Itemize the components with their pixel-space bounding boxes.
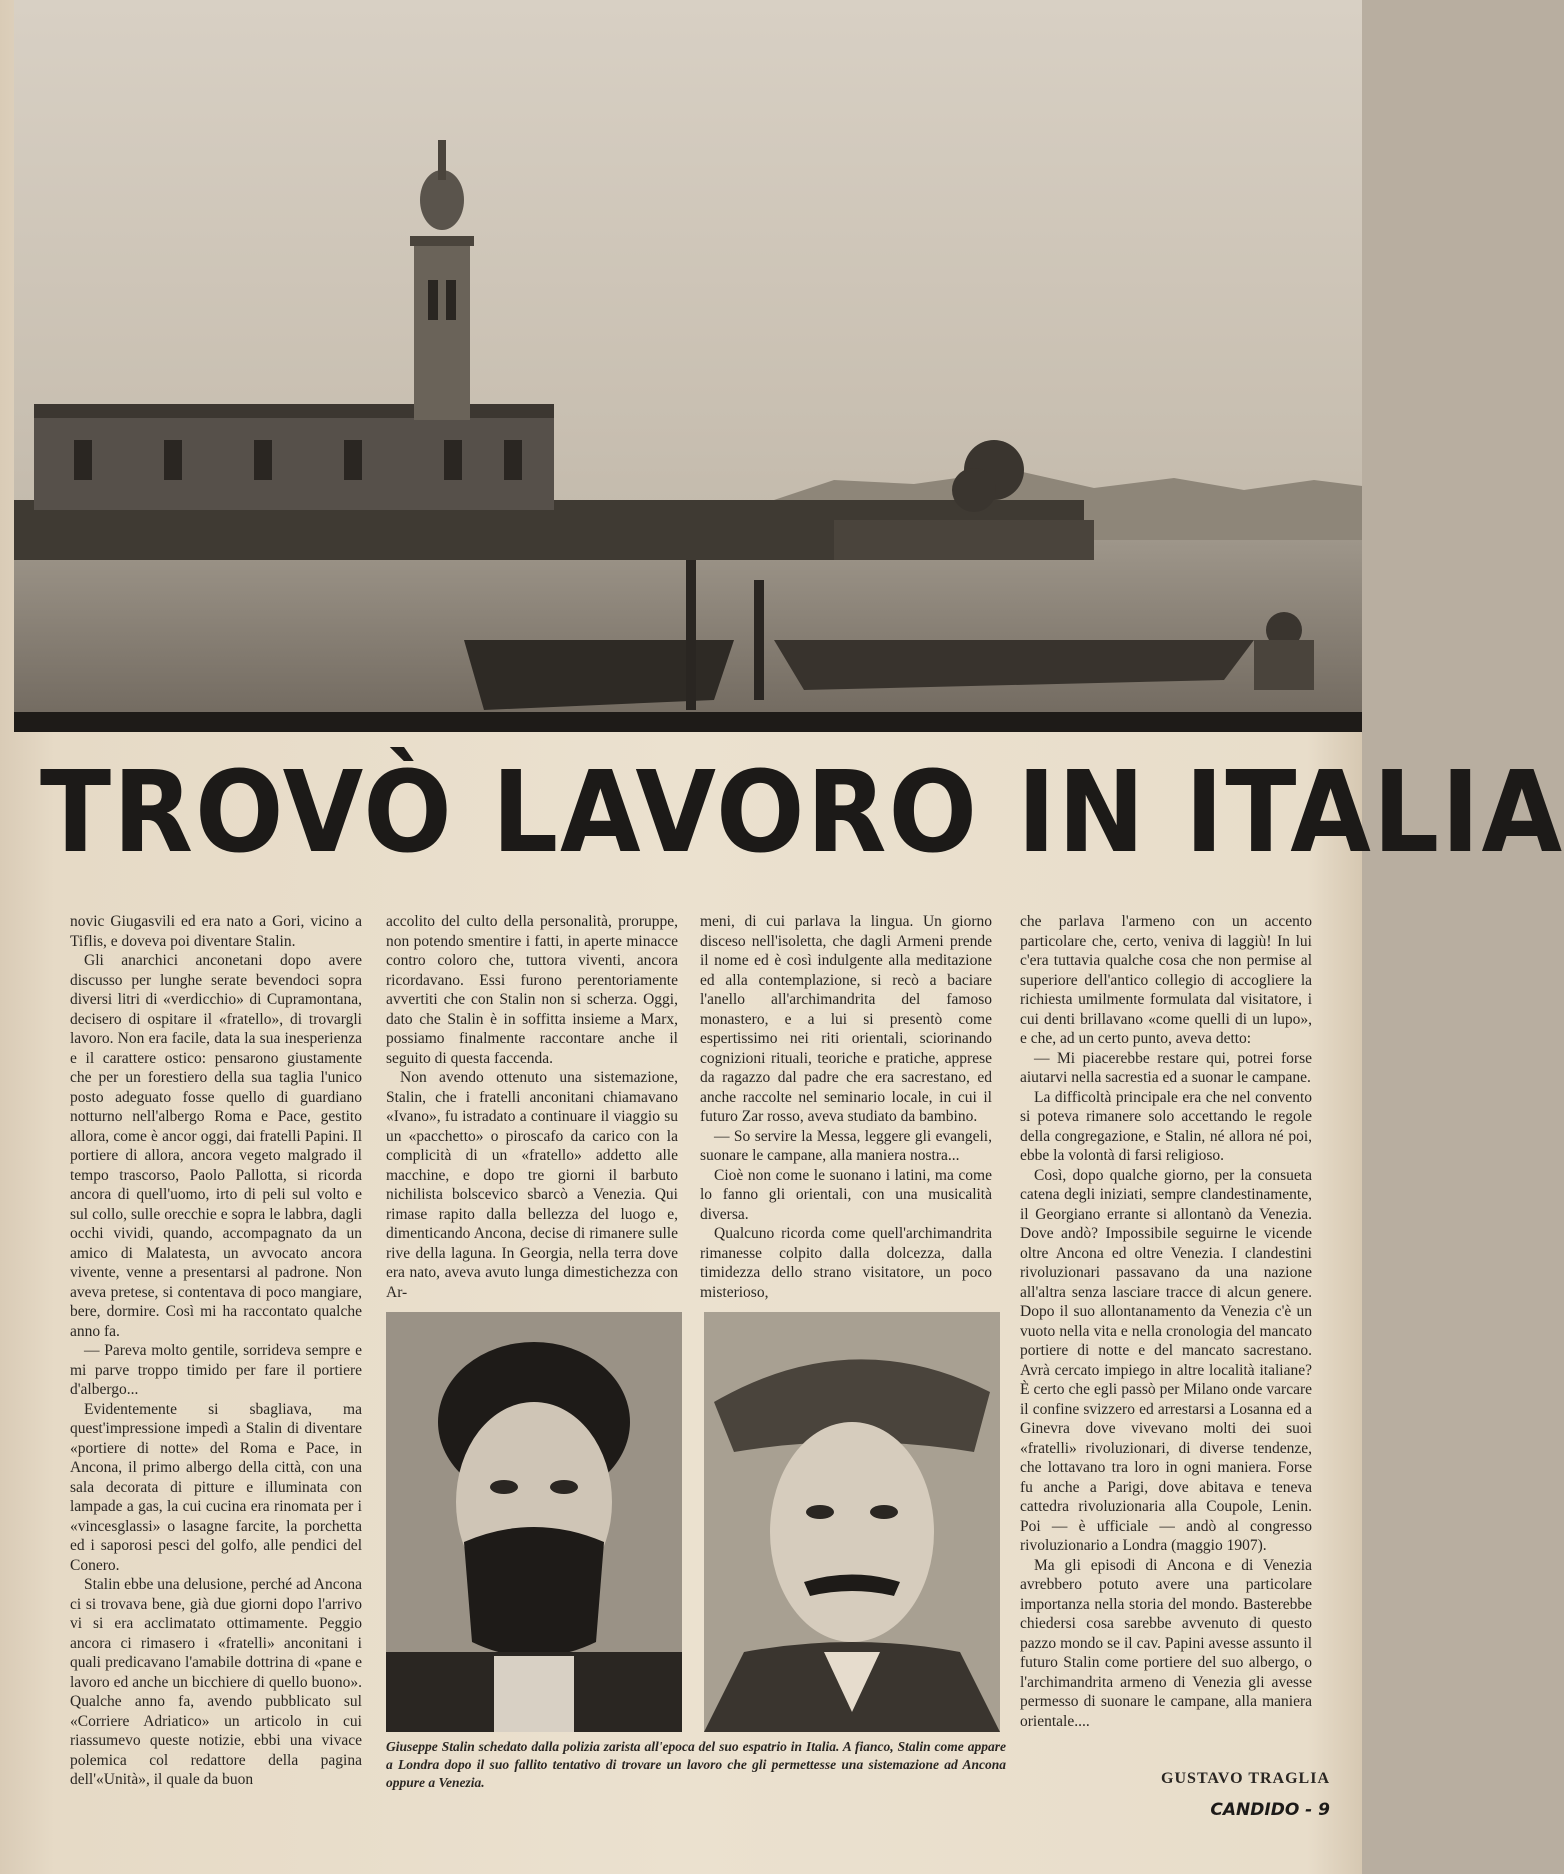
paragraph: novic Giugasvili ed era nato a Gori, vicino a Tiflis, e doveva poi diventare Stalin. <box>70 913 362 950</box>
paragraph: — So servire la Messa, leggere gli evangeli, suonare le campane, alla maniera nostra... <box>700 1127 992 1164</box>
venice-lagoon-photo <box>14 0 1362 732</box>
portrait-photos <box>386 1312 1004 1732</box>
paragraph: Stalin ebbe una delusione, perché ad Ancona ci si trovava bene, già due giorni dopo l'arrivo vi si era acclimatato ottimamente. Peggio ancora ci rimasero i «fratelli» anconitani i quali predicavano l'amabile dottrina di «pane e lavoro ed anche un bicchiere di quello buono». Qualche anno fa, avendo pubblicato sul «Corriere Adriatico» un articolo in cui riassumevo queste notizie, ebbi una vivace polemica col redattore della pagina dell'«Unità», il quale da buon <box>70 1576 362 1788</box>
paragraph: Così, dopo qualche giorno, per la consueta catena degli iniziati, sempre clandestinamente, il Georgiano errante si allontanò da Venezia. Dove andò? Impossibile seguirne le vicende oltre Ancona ed oltre Venezia. I clandestini rivoluzionari passavano da una nazione all'altra senza lasciare tracce di alcun genere. Dopo il suo allontanamento da Venezia c'è un vuoto nella vita e nella cronologia del mancato portiere di notte e del mancato sacrestano. Avrà cercato impiego in altre località italiane? È certo che egli passò per Milano onde varcare il confine svizzero ed arrestarsi a Losanna ed a Ginevra dove vivevano molti dei suoi «fratelli» rivoluzionari, di diverse tendenze, che lottavano tra loro in ogni maniera. Forse fu anche a Parigi, dove abitava e teneva cattedra rivoluzionaria alla Coupole, Lenin. Poi — è ufficiale — andò al congresso rivoluzionario a Londra (maggio 1907). <box>1020 1166 1312 1554</box>
paragraph: che parlava l'armeno con un accento particolare che, certo, veniva di laggiù! In lui c'era tuttavia qualche cosa che non permise al superiore dell'antico collegio di accogliere la richiesta umilmente formulata dal visitatore, i cui denti brillavano «come quelli di un lupo», e che, ad un certo punto, aveva detto: <box>1020 913 1312 1047</box>
article-column-2 <box>386 912 678 1304</box>
paragraph: Cioè non come le suonano i latini, ma come lo fanno gli orientali, con una musicalità diversa. <box>700 1166 992 1223</box>
paragraph: Evidentemente si sbagliava, ma quest'impressione impedì a Stalin di diventare «portiere di notte» del Roma e Pace, in Ancona, il primo albergo della città, con una sala decorata di pitture e illuminata con lampade a gas, la cui cucina era rinomata per i «vincesglassi» o lasagne farcite, la porchetta ed i saporosi pesci del golfo, alle pendici del Conero. <box>70 1400 362 1574</box>
paragraph: — Mi piacerebbe restare qui, potrei forse aiutarvi nella sacrestia ed a suonar le campane. <box>1020 1049 1312 1086</box>
paragraph: meni, di cui parlava la lingua. Un giorno disceso nell'isoletta, che dagli Armeni prende il nome ed è così indulgente alla meditazione ed alla contemplazione, si recò a baciare l'anello all'archimandrita del famoso monastero, e a lui si presentò come espertissimo nei riti orientali, sciorinando cognizioni rituali, teoriche e pratiche, apprese da ragazzo dal padre che era sacrestano, ed anche raccolte nel seminario locale, in cui il futuro Zar rosso, aveva studiato da bambino. <box>700 913 992 1125</box>
article-column-3 <box>700 912 992 1304</box>
paragraph: accolito del culto della personalità, proruppe, non potendo smentire i fatti, in aperte minacce contro coloro che, tuttora viventi, ancora ricordavano. Essi furono perentoriamente avvertiti che con Stalin non si scherza. Oggi, dato che Stalin è in soffitta insieme a Marx, possiamo finalmente raccontare anche il seguito di questa faccenda. <box>386 913 678 1067</box>
paragraph: Non avendo ottenuto una sistemazione, Stalin, che i fratelli anconitani chiamavano «Ivano», fu istradato a continuare il viaggio su un «pacchetto» o piroscafo da carico con la complicità di un «fratello» addetto alle macchine, e dopo tre giorni il barbuto nichilista bolscevico sbarcò a Venezia. Qui rimase rapito dalla bellezza del luogo e, dimenticando Ancona, decise di rimanere sulle rive della laguna. In Georgia, nella terra dove era nato, aveva avuto lunga dimestichezza con Ar- <box>386 1069 678 1301</box>
page-footer: CANDIDO - 9 <box>1210 1800 1330 1820</box>
paragraph: La difficoltà principale era che nel convento si poteva rimanere solo accettando le regole della congregazione, e Stalin, né allora né poi, ebbe la volontà di farsi religioso. <box>1020 1088 1312 1164</box>
paragraph: Qualcuno ricorda come quell'archimandrita rimanesse colpito dalla dolcezza, dalla timidezza dello strano visitatore, un poco misterioso, <box>700 1225 992 1301</box>
paragraph: — Pareva molto gentile, sorrideva sempre e mi parve troppo timido per fare il portiere d'albergo... <box>70 1342 362 1398</box>
article-headline: TROVÒ LAVORO IN ITALIA <box>40 748 1564 878</box>
paragraph: Gli anarchici anconetani dopo avere discusso per lunghe serate bevendoci sopra diversi litri di «verdicchio» di Cupramontana, decisero di ospitare il «fratello», di trovargli lavoro. Non era facile, data la sua inesperienza e il carattere ostico: pensarono giustamente che per un forestiero della sua taglia l'unico posto adeguato fosse quello di guardiano notturno nell'albergo Roma e Pace, gestito allora, come è ancor oggi, dai fratelli Papini. Il portiere di allora, ancora vegeto malgrado il tempo trascorso, Paolo Pallotta, si ricorda ancora di quell'uomo, irto di peli sul volto e sul collo, sulle orecchie e sopra le labbra, dagli occhi vividi, quando, accompagnato da un amico di Malatesta, un avvocato ancora vivente, venne a presentarsi al padrone. Non aveva pretese, si contentava di poco mangiare, bere, dormire. Così mi ha raccontato qualche anno fa. <box>70 952 362 1340</box>
portrait-bearded <box>386 1312 682 1732</box>
paragraph: Ma gli episodi di Ancona e di Venezia avrebbero potuto avere una particolare importanza nella storia del mondo. Basterebbe chiedersi cosa sarebbe avvenuto di questo pazzo mondo se il cav. Papini avesse assunto il futuro Stalin come portiere del suo albergo, o l'archimandrita armeno di Venezia gli avesse permesso di suonare le campane, alla maniera orientale.... <box>1020 1556 1312 1730</box>
article-column-1 <box>70 912 362 1792</box>
article-column-4 <box>1020 912 1312 1766</box>
photo-caption: Giuseppe Stalin schedato dalla polizia zarista all'epoca del suo espatrio in Italia. A fianco, Stalin come appare a Londra dopo il suo fallito tentativo di trovare un lavoro che gli permettesse una sistemazione ad Ancona oppure a Venezia. <box>386 1739 1006 1790</box>
author-signature: GUSTAVO TRAGLIA <box>1161 1770 1330 1787</box>
portrait-flat-cap <box>704 1312 1000 1732</box>
